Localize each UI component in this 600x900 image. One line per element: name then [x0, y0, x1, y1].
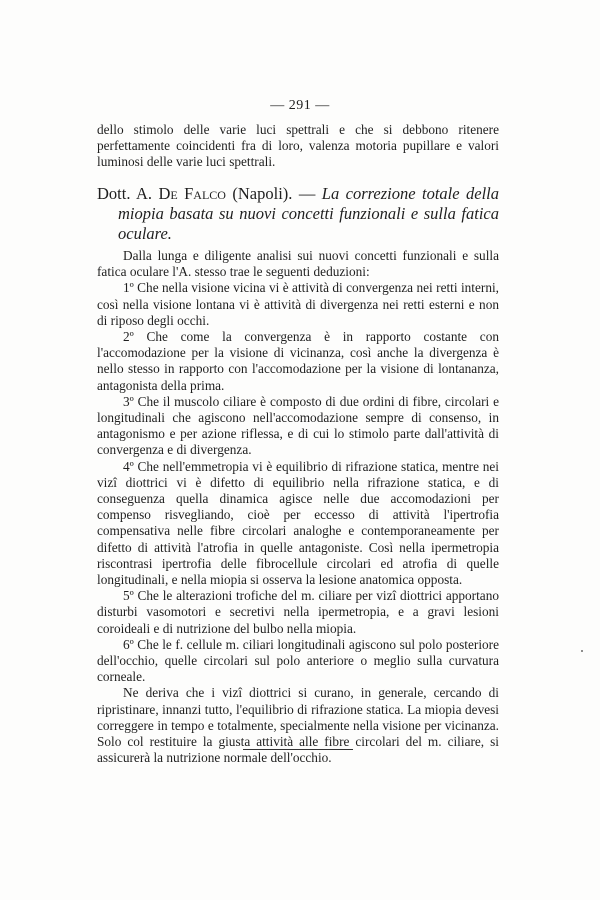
author-prefix: Dott. A. — [97, 184, 159, 203]
page-number: — 291 — — [270, 98, 330, 113]
author-surname: De Falco — [158, 184, 226, 203]
article-body — [97, 248, 499, 767]
article-title: La correzione totale della miopia basata su nuovi concetti funzionali e sulla fatica oculare. — [118, 184, 500, 243]
paragraph-point-1: 1º Che nella visione vicina vi è attività di convergenza nei retti interni, così nella visione lontana vi è attività di divergenza nei retti esterni e non di riposo degli occhi. — [97, 280, 499, 328]
paragraph-point-6: 6º Che le f. cellule m. ciliari longitudinali agiscono sul polo posteriore dell'occhio, quelle circolari sul polo anteriore o meglio sulla curvatura corneale. — [97, 636, 499, 685]
intro-paragraph: dello stimolo delle varie luci spettrali e che si debbono ritenere perfettamente coincidenti fra di loro, valenza motoria pupillare e valori luminosi delle varie luci spettrali. — [97, 122, 499, 170]
section-divider — [243, 749, 353, 750]
intro-continuation — [97, 122, 499, 171]
paragraph-conclusion: Ne deriva che i vizî diottrici si curano, in generale, cercando di ripristinare, innanzi tutto, l'equilibrio di rifrazione statica. La miopia devesi correggere in tempo e totalmente, specialmente nella visione per vicinanza. Solo col restituire la giusta attività alle fibre circolari del m. ciliare, si assicurerà la nutrizione normale dell'occhio. — [97, 685, 499, 766]
paragraph-point-4: 4º Che nell'emmetropia vi è equilibrio di rifrazione statica, mentre nei vizî diottrici vi è difetto di equilibrio nella rifrazione statica, e di conseguenza quella dinamica agisce nelle due accomodazioni per compenso risvegliando, cioè per eccesso di attività l'ipertrofia compensativa nelle fibre circolari analoghe e contemporaneamente per difetto di attività l'atrofia in quelle antagoniste. Così nella ipermetropia riscontrasi ipertrofia delle fibrocellule circolari ed atrofia di quelle longitudinali, e nella miopia si osserva la lesione anatomica opposta. — [97, 458, 499, 588]
paragraph-point-3: 3º Che il muscolo ciliare è composto di due ordini di fibre, circolari e longitudinali che agiscono nell'accomodazione sempre di consenso, in antagonismo e per azione riflessa, e di cui lo stimolo parte dall'attività di convergenza e di divergenza. — [97, 393, 499, 458]
paragraph-point-2: 2º Che come la convergenza è in rapporto costante con l'accomodazione per la visione di vicinanza, così anche la divergenza è nello stesso in rapporto con l'accomodazione per la visione di lontananza, antagonista della prima. — [97, 329, 499, 393]
paragraph-intro: Dalla lunga e diligente analisi sui nuovi concetti funzionali e sulla fatica oculare l'A. stesso trae le seguenti deduzioni: — [97, 248, 499, 280]
author-city: (Napoli). — — [225, 184, 322, 203]
paragraph-point-5: 5º Che le alterazioni trofiche del m. ciliare per vizî diottrici apportano disturbi vasomotori e secretivi nella ipermetropia, e a gravi lesioni coroideali e di nutrizione del bulbo nella miopia. — [97, 588, 499, 636]
article-heading-line — [97, 184, 499, 244]
article-heading — [97, 184, 499, 244]
scan-speck — [581, 650, 583, 652]
